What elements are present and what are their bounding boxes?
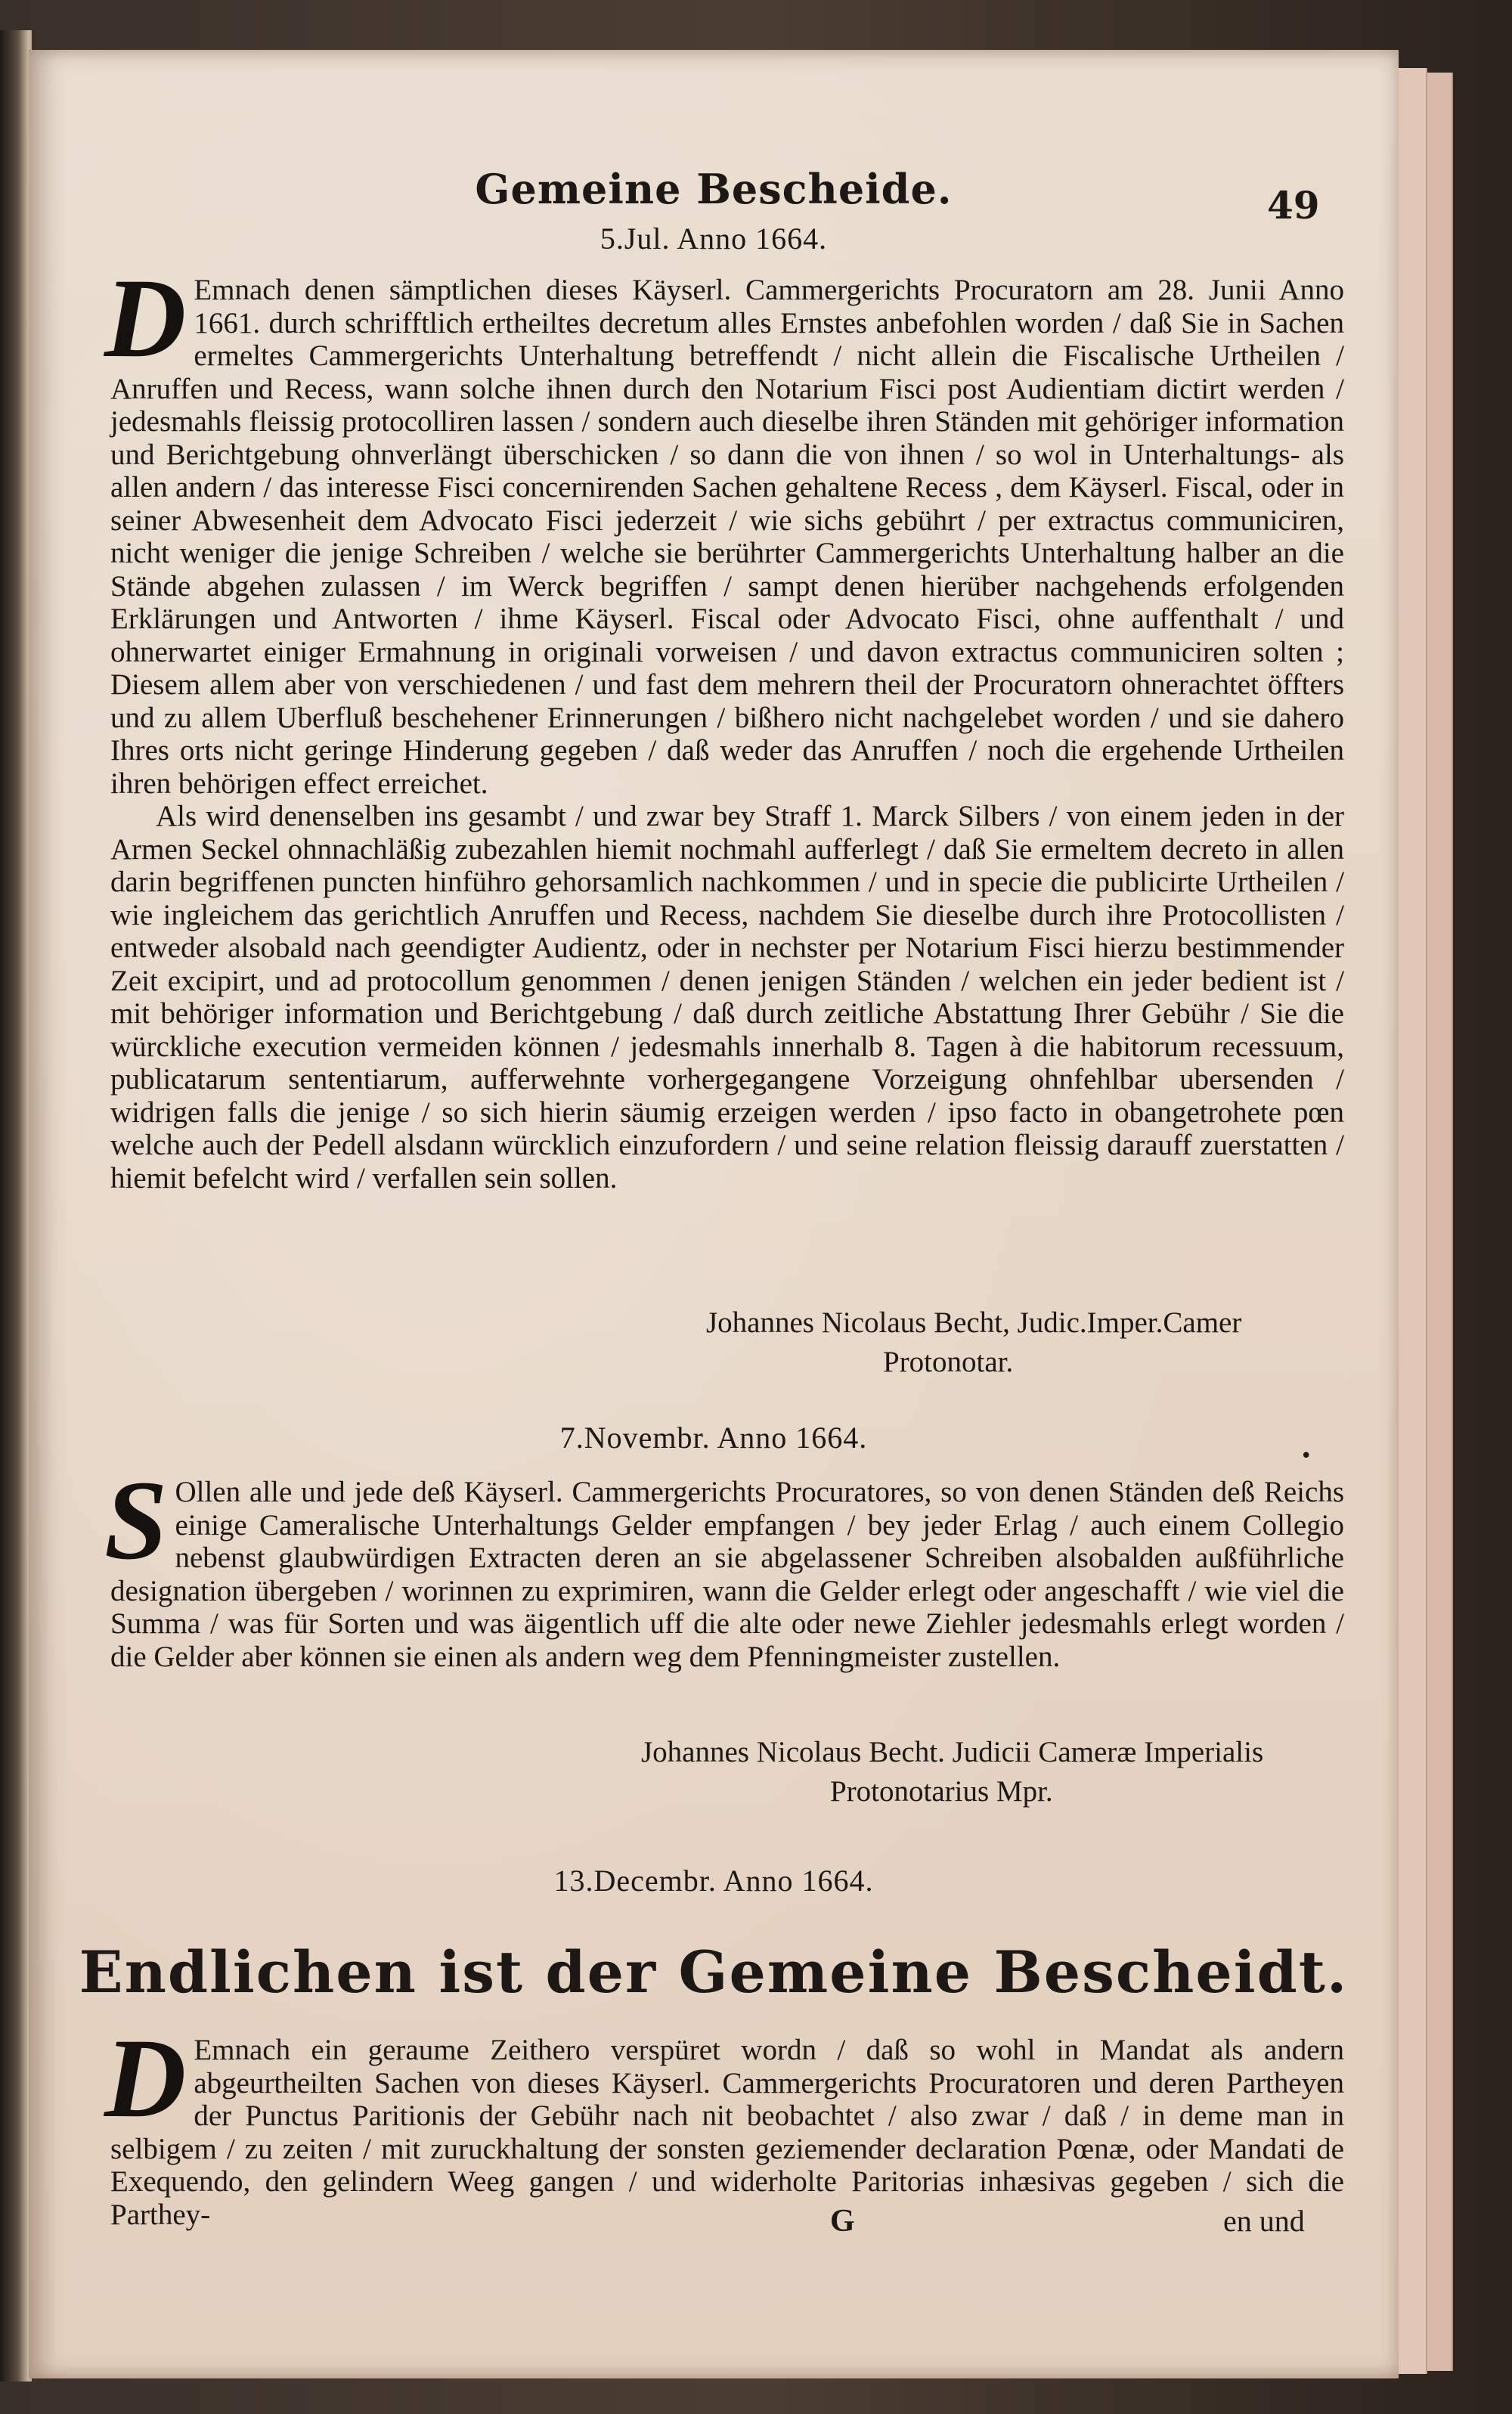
section-2-signature-line-1: Johannes Nicolaus Becht. Judicii Cameræ Imperialis: [641, 1736, 1264, 1768]
section-2-date: 7.Novembr. Anno 1664.: [559, 1421, 868, 1455]
stray-mark: •: [1300, 1445, 1312, 1467]
signature-mark: G: [830, 2204, 855, 2239]
section-2-body: [104, 1458, 1344, 1673]
book-page: [29, 50, 1399, 2378]
catchword: en und: [1223, 2204, 1305, 2238]
section-3-text: Emnach ein geraume Zeithero verspüret wordn / daß so wohl in Mandat als andern abgeurtheilten Sachen von dieses Käyserl. Cammergerichts Procuratoren und deren Partheyen der Punctus Paritionis der Gebühr nach nit beobachtet / also zwar / daß / in deme man in selbigem / zu zeiten / mit zuruckhaltung der sonsten geziemender declaration Pœnæ, oder Mandati de Exequendo, den gelindern Weeg gangen / und widerholte Paritorias inhæsivas gegeben / sich die Parthey-: [110, 2034, 1344, 2231]
page-number: 49: [1267, 183, 1320, 228]
section-2-initial: S: [104, 1458, 168, 1583]
section-2-signature-line-2: Protonotarius Mpr.: [830, 1775, 1053, 1808]
book-gutter: [0, 30, 32, 2381]
section-3-initial: D: [104, 2016, 187, 2141]
section-1-text-2: Als wird denenselben ins gesambt / und zwar bey Straff 1. Marck Silbers / von einem jeden in der Armen Seckel ohnnachläßig zubezahlen hiemit nochmahl aufferlegt / daß Sie ermeltem decreto in allen darin begriffenen puncten hinführo gehorsamlich nachkommen / und in specie die publicirte Urtheilen / wie ingleichem das gerichtlich Anruffen und Recess, nachdem Sie dieselbe durch ihre Protocollisten / entweder alsobald nach geendigter Audientz, oder in nechster per Notarium Fisci hierzu bestimmender Zeit excipirt, und ad protocollum genommen / denen jenigen Ständen / welchen ein jeder bedient ist / mit behöriger information und Berichtgebung / daß durch zeitliche Abstattung Ihrer Gebühr / Sie die würckliche execution vermeiden können / jedesmahls innerhalb 8. Tagen à die habitorum recessuum, publicatarum sententiarum, aufferwehnte vorhergegangene Vorzeigung ohnfehlbar ubersenden / widrigen falls die jenige / so sich hierin säumig erzeigen werden / ipso facto in obangetrohete pœn welche auch der Pedell alsdann würcklich einzufordern / und seine relation fleissig darauff zuerstatten / hiemit befelcht wird / verfallen sein sollen.: [110, 800, 1344, 1195]
running-head: Gemeine Bescheide.: [475, 165, 953, 213]
section-1-text: Emnach denen sämptlichen dieses Käyserl. Cammergerichts Procuratorn am 28. Junii Anno 1661. durch schrifftlich ertheiltes decretum alles Ernstes anbefohlen worden / daß Sie in Sachen ermeltes Cammergerichts Unterhaltung betreffendt / nicht allein die Fiscalische Urtheilen / Anruffen und Recess, wann solche ihnen durch den Notarium Fisci post Audientiam dictirt werden / jedesmahls fleissig protocolliren lassen / sondern auch dieselbe ihren Ständen mit gehöriger information und Berichtgebung ohnverlängt überschicken / so dann die von ihnen / so wol in Unterhaltungs- als allen andern / das interesse Fisci concernirenden Sachen gehaltene Recess , dem Käyserl. Fiscal, oder in seiner Abwesenheit dem Advocato Fisci jederzeit / wie sichs gebührt / per extractus communiciren, nicht weniger die jenige Schreiben / welche sie berührter Cammergerichts Unterhaltung halber an die Stände abgehen zulassen / im Werck begriffen / sampt denen hierüber nachgehends erfolgenden Erklärungen und Antworten / ihme Käyserl. Fiscal oder Advocato Fisci, ohne auffenthalt / und ohnerwartet einiger Ermahnung in originali vorweisen / und davon extractus communiciren solten ; Diesem allem aber von verschiedenen / und fast dem mehrern theil der Procuratorn ohnerachtet öffters und zu allem Uberfluß beschehener Erinnerungen / bißhero nicht nachgelebet worden / und sie dahero Ihres orts nicht geringe Hinderung gegeben / daß weder das Anruffen / noch die ergehende Urtheilen ihren behörigen effect erreichet.: [110, 274, 1344, 800]
section-1-signature-line-2: Protonotar.: [883, 1346, 1014, 1378]
section-3-body: [104, 2016, 1344, 2231]
section-3-heading: Endlichen ist der Gemeine Bescheidt.: [79, 1938, 1349, 2006]
section-1-body: [104, 256, 1344, 1195]
section-1-signature-line-1: Johannes Nicolaus Becht, Judic.Imper.Camer: [706, 1306, 1242, 1339]
section-3-date: 13.Decembr. Anno 1664.: [553, 1864, 874, 1898]
section-1-date: 5.Jul. Anno 1664.: [600, 222, 828, 256]
section-1-initial: D: [104, 256, 187, 381]
section-2-text: Ollen alle und jede deß Käyserl. Cammergerichts Procuratores, so von denen Ständen deß Reichs einige Cameralische Unterhaltungs Gelder empfangen / bey jeder Erlag / auch einem Collegio nebenst glaubwürdigen Extracten deren an sie abgelassener Schreiben alsobalden außführliche designation übergeben / worinnen zu exprimiren, wann die Gelder erlegt oder angeschafft / wie viel die Summa / was für Sorten und was äigentlich uff die alte oder newe Ziehler jedesmahls erlegt worden / die Gelder aber können sie einen als andern weg dem Pfenningmeister zustellen.: [110, 1476, 1344, 1673]
